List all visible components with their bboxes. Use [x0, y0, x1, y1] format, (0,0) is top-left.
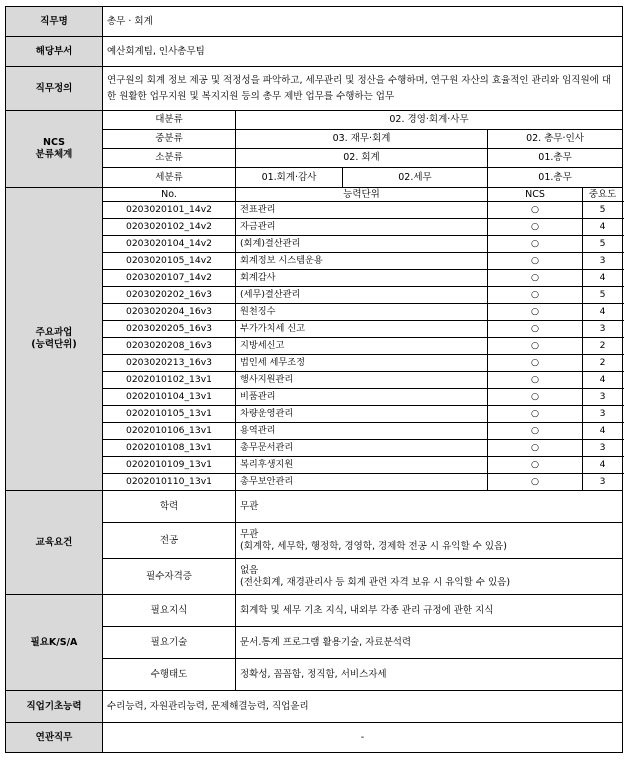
task-importance: 4 [583, 219, 623, 236]
definition-label: 직무정의 [6, 67, 103, 111]
tasks-header-no: No. [103, 188, 236, 202]
task-code: 0203020104_14v2 [103, 236, 236, 253]
education-cert-value-line2: (전산회계, 재경관리사 등 회계 관련 자격 보유 시 유익할 수 있음) [240, 576, 511, 588]
ksa-knowledge-value: 회계학 및 세무 기초 지식, 내외부 각종 관리 규정에 관한 지식 [236, 595, 623, 627]
task-unit: 총무보안관리 [236, 474, 488, 491]
task-code: 0203020102_14v2 [103, 219, 236, 236]
task-unit: (세무)결산관리 [236, 287, 488, 304]
definition-value: 연구원의 회계 정보 제공 및 적정성을 파악하고, 세무관리 및 정산을 수행하며, 연구원 자산의 효율적인 관리와 임직원에 대한 원활한 업무지원 및 복지지원 등의 총무 제반 업무를 수행하는 업무 [103, 67, 623, 111]
task-ncs-mark: ○ [488, 219, 583, 236]
ncs-detail-value-3: 01.총무 [488, 168, 623, 188]
tasks-header-importance: 중요도 [583, 188, 623, 202]
row-ksa-knowledge [6, 595, 623, 627]
task-code: 0202010109_13v1 [103, 457, 236, 474]
task-code: 0202010104_13v1 [103, 389, 236, 406]
related-jobs-label: 연관직무 [6, 723, 103, 753]
task-importance: 3 [583, 406, 623, 423]
ncs-major-value: 02. 경영·회계·사무 [236, 111, 623, 130]
task-code: 0202010108_13v1 [103, 440, 236, 457]
ksa-attitude-value: 정확성, 꼼꼼함, 정직함, 서비스자세 [236, 659, 623, 691]
ksa-knowledge-label: 필요지식 [103, 595, 236, 627]
task-importance: 5 [583, 287, 623, 304]
job-description-table [5, 6, 623, 753]
basic-abilities-value: 수리능력, 자원관리능력, 문제해결능력, 직업윤리 [103, 691, 623, 723]
task-importance: 4 [583, 372, 623, 389]
task-unit: 법인세 세무조정 [236, 355, 488, 372]
task-ncs-mark: ○ [488, 423, 583, 440]
tasks-label-line2: (능력단위) [31, 339, 77, 350]
basic-abilities-label: 직업기초능력 [6, 691, 103, 723]
task-ncs-mark: ○ [488, 457, 583, 474]
task-importance: 3 [583, 321, 623, 338]
tasks-header-row [6, 188, 623, 202]
ncs-detail-value-2: 02.세무 [343, 168, 488, 188]
task-ncs-mark: ○ [488, 406, 583, 423]
job-title-label: 직무명 [6, 7, 103, 37]
task-code: 0202010102_13v1 [103, 372, 236, 389]
task-code: 0202010106_13v1 [103, 423, 236, 440]
task-unit: 행사지원관리 [236, 372, 488, 389]
related-jobs-value: - [103, 723, 623, 753]
task-code: 0203020101_14v2 [103, 202, 236, 219]
task-unit: 차량운영관리 [236, 406, 488, 423]
job-title-value: 총무 · 회계 [103, 7, 623, 37]
task-ncs-mark: ○ [488, 321, 583, 338]
task-importance: 3 [583, 474, 623, 491]
row-job-title [6, 7, 623, 37]
task-unit: (회계)결산관리 [236, 236, 488, 253]
department-label: 해당부서 [6, 37, 103, 67]
task-code: 0203020202_16v3 [103, 287, 236, 304]
ncs-label-line2: 분류체계 [35, 149, 73, 160]
ncs-major-label: 대분류 [103, 111, 236, 130]
task-unit: 복리후생지원 [236, 457, 488, 474]
task-ncs-mark: ○ [488, 270, 583, 287]
task-unit: 총무문서관리 [236, 440, 488, 457]
education-major-value-line2: (회계학, 세무학, 행정학, 경영학, 경제학 전공 시 유익할 수 있음) [240, 540, 507, 552]
ncs-middle-value-1: 03. 재무·회계 [236, 130, 488, 149]
task-importance: 5 [583, 202, 623, 219]
ncs-detail-label: 세분류 [103, 168, 236, 188]
row-definition [6, 67, 623, 111]
row-ncs-major [6, 111, 623, 130]
education-degree-label: 학력 [103, 491, 236, 523]
ksa-label: 필요K/S/A [6, 595, 103, 691]
ksa-skill-label: 필요기술 [103, 627, 236, 659]
task-importance: 5 [583, 236, 623, 253]
ncs-label-line1: NCS [43, 137, 65, 149]
task-importance: 3 [583, 389, 623, 406]
task-ncs-mark: ○ [488, 253, 583, 270]
task-unit: 전표관리 [236, 202, 488, 219]
ncs-middle-value-2: 02. 총무·인사 [488, 130, 623, 149]
task-code: 0203020205_16v3 [103, 321, 236, 338]
task-code: 0202010105_13v1 [103, 406, 236, 423]
education-cert-label: 필수자격증 [103, 559, 236, 595]
task-importance: 3 [583, 253, 623, 270]
row-related-jobs [6, 723, 623, 753]
ncs-minor-label: 소분류 [103, 149, 236, 168]
task-code: 0203020105_14v2 [103, 253, 236, 270]
task-unit: 원천징수 [236, 304, 488, 321]
task-importance: 3 [583, 440, 623, 457]
row-education-degree [6, 491, 623, 523]
task-importance: 4 [583, 270, 623, 287]
task-code: 0203020213_16v3 [103, 355, 236, 372]
task-ncs-mark: ○ [488, 287, 583, 304]
task-code: 0203020204_16v3 [103, 304, 236, 321]
row-basic-abilities [6, 691, 623, 723]
task-ncs-mark: ○ [488, 355, 583, 372]
task-code: 0203020107_14v2 [103, 270, 236, 287]
task-importance: 4 [583, 423, 623, 440]
task-ncs-mark: ○ [488, 440, 583, 457]
task-ncs-mark: ○ [488, 372, 583, 389]
ksa-attitude-label: 수행태도 [103, 659, 236, 691]
task-ncs-mark: ○ [488, 202, 583, 219]
ncs-minor-value-2: 01.총무 [488, 149, 623, 168]
ncs-detail-value-1: 01.회계·감사 [236, 168, 343, 188]
tasks-label-line1: 주요과업 [35, 327, 73, 339]
education-major-label: 전공 [103, 523, 236, 559]
row-department [6, 37, 623, 67]
task-unit: 용역관리 [236, 423, 488, 440]
ncs-middle-label: 중분류 [103, 130, 236, 149]
task-importance: 2 [583, 355, 623, 372]
task-ncs-mark: ○ [488, 304, 583, 321]
task-ncs-mark: ○ [488, 474, 583, 491]
task-importance: 4 [583, 304, 623, 321]
task-unit: 자금관리 [236, 219, 488, 236]
task-code: 0202010110_13v1 [103, 474, 236, 491]
education-major-value [236, 523, 623, 559]
task-importance: 4 [583, 457, 623, 474]
task-ncs-mark: ○ [488, 338, 583, 355]
task-unit: 회계감사 [236, 270, 488, 287]
task-unit: 부가가치세 신고 [236, 321, 488, 338]
ksa-skill-value: 문서.통계 프로그램 활용기술, 자료분석력 [236, 627, 623, 659]
task-unit: 회계정보 시스템운용 [236, 253, 488, 270]
task-ncs-mark: ○ [488, 236, 583, 253]
tasks-label [6, 188, 103, 491]
education-label: 교육요건 [6, 491, 103, 595]
tasks-header-ncs: NCS [488, 188, 583, 202]
education-cert-value [236, 559, 623, 595]
task-code: 0203020208_16v3 [103, 338, 236, 355]
education-degree-value: 무관 [236, 491, 623, 523]
tasks-header-unit: 능력단위 [236, 188, 488, 202]
ncs-label [6, 111, 103, 188]
task-unit: 비품관리 [236, 389, 488, 406]
task-ncs-mark: ○ [488, 389, 583, 406]
task-unit: 지방세신고 [236, 338, 488, 355]
task-importance: 2 [583, 338, 623, 355]
department-value: 예산회계팀, 인사총무팀 [103, 37, 623, 67]
education-major-value-line1: 무관 [240, 528, 259, 540]
ncs-minor-value-1: 02. 회계 [236, 149, 488, 168]
education-cert-value-line1: 없음 [240, 564, 259, 576]
